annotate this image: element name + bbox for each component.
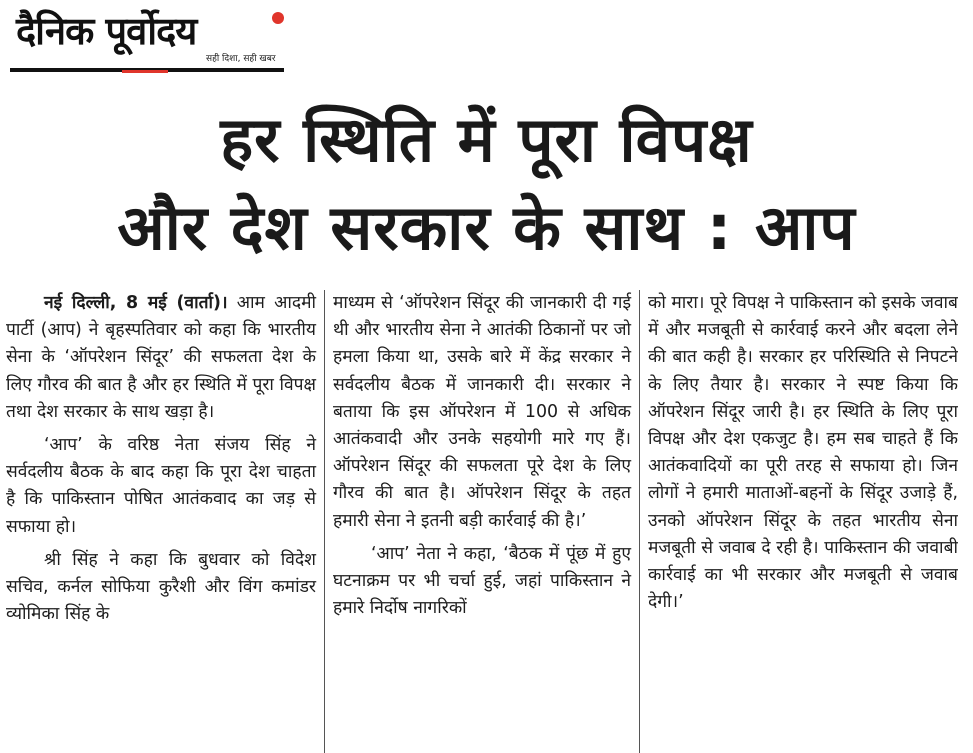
dateline-paragraph: [6, 290, 316, 426]
article-column-3: [639, 290, 958, 753]
paragraph: आम आदमी पार्टी (आप) ने बृहस्पतिवार को कहा कि भारतीय सेना के ‘ऑपरेशन सिंदूर’ की सफलता देश के लिए गौरव की बात है और हर स्थिति में पूरा विपक्ष तथा देश सरकार के साथ खड़ा है।: [6, 293, 316, 422]
headline-line-2: और देश सरकार के साथ : आप: [117, 191, 856, 264]
logo-tagline: सही दिशा, सही खबर: [206, 54, 276, 64]
dateline: नई दिल्ली, 8 मई (वार्ता)।: [44, 293, 228, 313]
masthead: [10, 4, 286, 74]
article-column-2: [324, 290, 639, 753]
article-body: [6, 290, 968, 753]
article-column-1: [6, 290, 324, 753]
headline-line-1: हर स्थिति में पूरा विपक्ष: [220, 103, 753, 176]
paragraph: ‘आप’ के वरिष्ठ नेता संजय सिंह ने सर्वदलीय बैठक के बाद कहा कि पूरा देश चाहता है कि पाकिस्तान पोषित आतंकवाद का जड़ से सफाया हो।: [6, 435, 316, 537]
paragraph: माध्यम से ‘ऑपरेशन सिंदूर की जानकारी दी गई थी और भारतीय सेना ने आतंकी ठिकानों पर जो हमला किया था, उसके बारे में केंद्र सरकार ने सर्वदलीय बैठक में जानकारी दी। सरकार ने बताया कि इस ऑपरेशन में 100 से अधिक आतंकवादी और उनके सहयोगी मारे गए हैं। ऑपरेशन सिंदूर की सफलता पूरे देश के लिए गौरव की बात है। ऑपरेशन सिंदूर के तहत हमारी सेना ने इतनी बड़ी कार्रवाई की है।’: [333, 293, 631, 531]
headline: [0, 96, 973, 272]
newspaper-logo: दैनिक पूर्वोदय: [16, 9, 197, 53]
masthead-accent-bar: [122, 70, 168, 73]
paragraph: को मारा। पूरे विपक्ष ने पाकिस्तान को इसके जवाब में और मजबूती से कार्रवाई करने और बदला लेने की बात कही है। सरकार हर परिस्थिति से निपटने के लिए तैयार है। सरकार ने स्पष्ट किया कि ऑपरेशन सिंदूर जारी है। हर स्थिति के लिए पूरा विपक्ष और देश एकजुट है। हम सब चाहते हैं कि आतंकवादियों का पूरी तरह से सफाया हो। जिन लोगों ने हमारी माताओं-बहनों के सिंदूर उजाड़े हैं, उनको ऑपरेशन सिंदूर के तहत भारतीय सेना मजबूती से जवाब दे रही है। पाकिस्तान की जवाबी कार्रवाई का भी सरकार और मजबूती से जवाब देगी।’: [648, 293, 958, 613]
paragraph: श्री सिंह ने कहा कि बुधवार को विदेश सचिव, कर्नल सोफिया कुरैशी और विंग कमांडर व्योमिका सिंह के: [6, 549, 316, 625]
logo-dot-icon: [272, 12, 284, 24]
paragraph: ‘आप’ नेता ने कहा, ‘बैठक में पूंछ में हुए घटनाक्रम पर भी चर्चा हुई, जहां पाकिस्तान ने हमारे निर्दोष नागरिकों: [333, 543, 631, 619]
